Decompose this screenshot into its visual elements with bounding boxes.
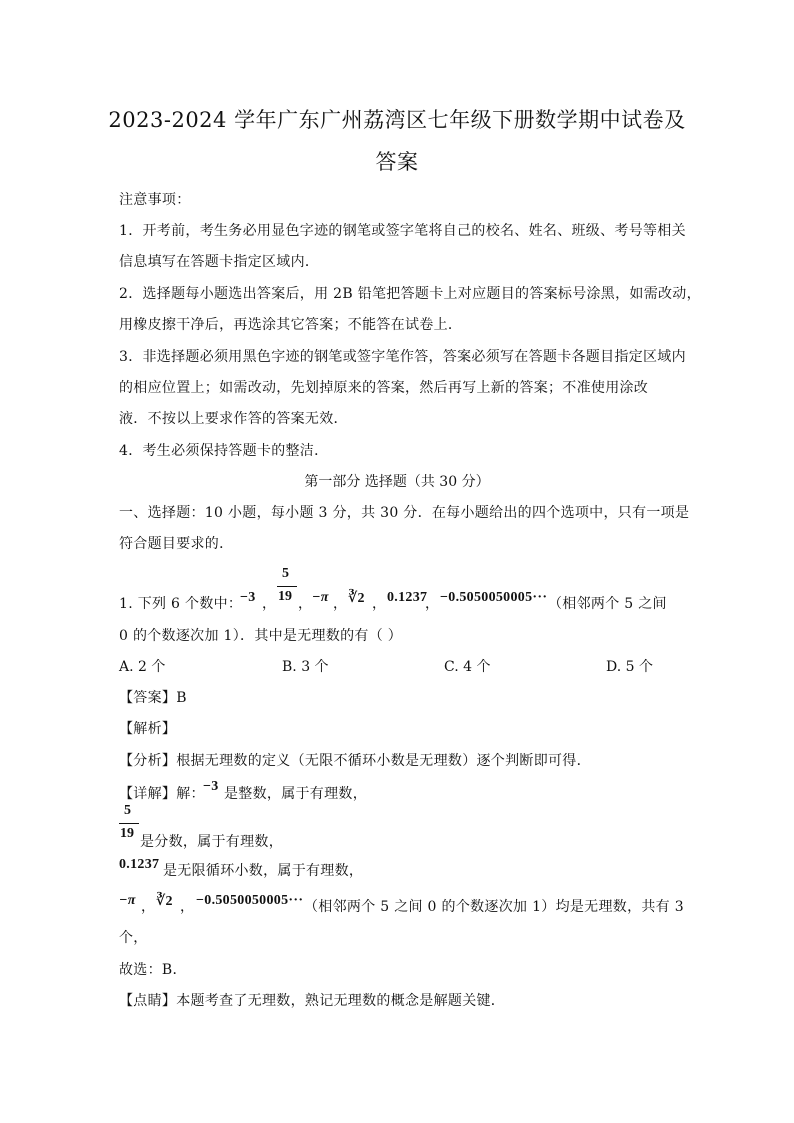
q1-sep-1: ，	[262, 596, 277, 612]
detail-frac-bar	[119, 823, 139, 824]
q1-option-c: C. 4 个	[444, 659, 491, 675]
q1-neg-pi: −π	[312, 590, 329, 605]
note-4: 4．考生必须保持答题卡的整洁．	[119, 443, 329, 459]
analysis-heading: 【解析】	[119, 721, 177, 737]
q1-frac-bar	[277, 586, 297, 587]
part1-heading: 第一部分 选择题（共 30 分）	[304, 474, 490, 490]
detail-prefix: 【详解】解：	[119, 786, 205, 802]
answer-line: 【答案】B	[119, 690, 187, 706]
detail-neg3: −3	[203, 779, 219, 794]
note-1b: 信息填写在答题卡指定区域内．	[119, 254, 320, 270]
q1-option-a: A. 2 个	[119, 659, 166, 675]
part1-intro-b: 符合题目要求的．	[119, 536, 234, 552]
detail-text-4: （相邻两个 5 之间 0 的个数逐次加 1）均是无理数，共有 3	[304, 899, 684, 915]
q1-prefix: 1. 下列 6 个数中：	[119, 596, 243, 612]
conclusion: 故选：B．	[119, 962, 187, 978]
q1-sep-4: ，	[372, 596, 387, 612]
detail-frac-num: 5	[124, 803, 131, 818]
note-3a: 3．非选择题必须用黑色字迹的钢笔或签字笔作答，答案必须写在答题卡各题目指定区域内	[119, 349, 686, 365]
q1-frac-num: 5	[282, 566, 289, 581]
q1-fraction	[277, 566, 297, 610]
q1-suffix: （相邻两个 5 之间	[548, 596, 667, 612]
detail-sep-1: ，	[141, 899, 156, 915]
detail-neg-pi: −π	[119, 893, 136, 908]
doc-title-line1: 2023-2024 学年广东广州荔湾区七年级下册数学期中试卷及	[108, 108, 686, 132]
detail-text-1: 是整数，属于有理数，	[224, 786, 367, 802]
note-2a: 2．选择题每小题选出答案后，用 2B 铅笔把答题卡上对应题目的答案标号涂黑，如需改动，	[119, 286, 701, 302]
q1-cbrt: ∛2	[348, 591, 365, 606]
note-3b: 的相应位置上；如需改动，先划掉原来的答案，然后再写上新的答案；不准使用涂改	[119, 380, 649, 396]
q1-sep-5: ，	[425, 596, 440, 612]
detail-repeating: 0.1237	[119, 857, 160, 872]
detail-text-4b: 个，	[119, 930, 148, 946]
note-3c: 液．不按以上要求作答的答案无效．	[119, 411, 348, 427]
q1-repeating: 0.1237	[387, 590, 428, 605]
detail-sep-2: ，	[180, 899, 195, 915]
dianjing: 【点睛】本题考查了无理数，熟记无理数的概念是解题关键．	[119, 993, 506, 1009]
note-1a: 1．开考前，考生务必用显色字迹的钢笔或签字笔将自己的校名、姓名、班级、考号等相关	[119, 223, 686, 239]
analysis-fenxi: 【分析】根据无理数的定义（无限不循环小数是无理数）逐个判断即可得．	[119, 753, 591, 769]
detail-series: −0.5050050005···	[196, 893, 304, 908]
q1-frac-den: 19	[278, 589, 292, 604]
q1-series: −0.5050050005···	[440, 590, 548, 605]
detail-text-3: 是无限循环小数，属于有理数，	[163, 863, 364, 879]
q1-neg3: −3	[240, 590, 256, 605]
q1-option-d: D. 5 个	[606, 659, 653, 675]
detail-text-2: 是分数，属于有理数，	[140, 834, 283, 850]
doc-title-line2: 答案	[375, 150, 419, 174]
q1-sep-2: ，	[298, 596, 313, 612]
q1-sep-3: ，	[333, 596, 348, 612]
detail-cbrt: ∛2	[156, 894, 173, 909]
detail-frac-den: 19	[120, 826, 134, 841]
note-2b: 用橡皮擦干净后，再选涂其它答案；不能答在试卷上．	[119, 317, 463, 333]
q1-line2: 0 的个数逐次加 1）．其中是无理数的有（ ）	[119, 628, 403, 644]
part1-intro-a: 一、选择题：10 小题，每小题 3 分，共 30 分．在每小题给出的四个选项中，只有一项是	[119, 505, 690, 521]
q1-option-b: B. 3 个	[282, 659, 329, 675]
detail-fraction	[119, 803, 139, 847]
notes-heading: 注意事项：	[119, 192, 191, 208]
